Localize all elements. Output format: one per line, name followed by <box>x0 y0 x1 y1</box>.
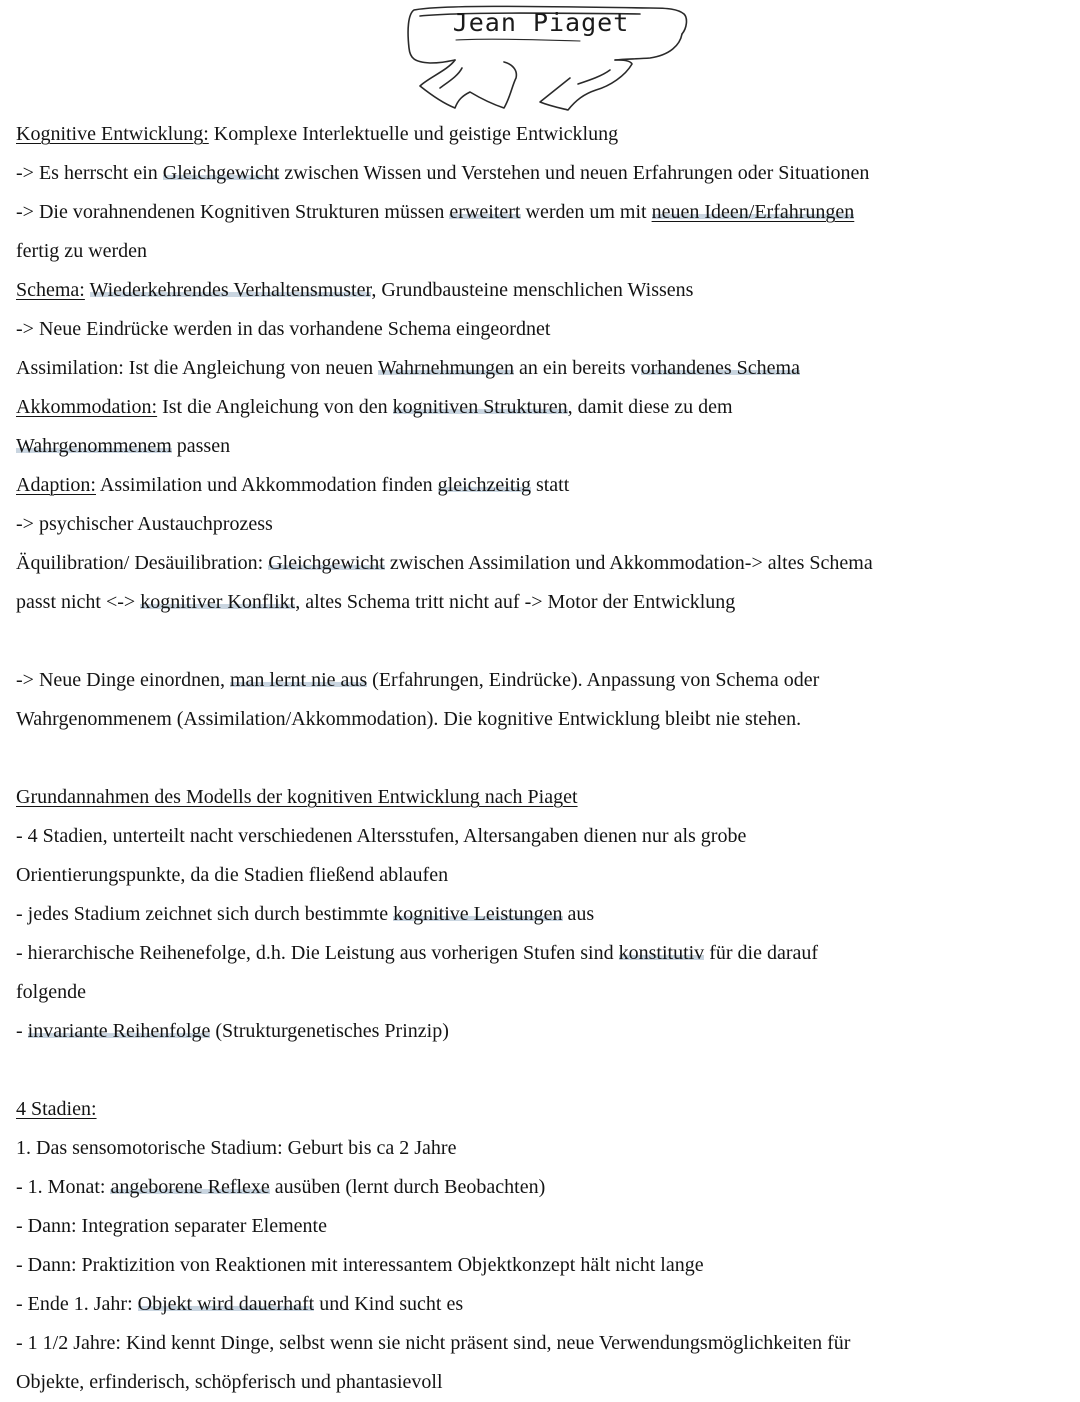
text-line <box>16 271 1071 310</box>
text-segment: Assimilation und Akkommodation finden <box>96 474 438 496</box>
text-line <box>16 1012 1071 1051</box>
text-line <box>16 505 1071 544</box>
text-segment: zwischen Assimilation und Akkommodation-> altes Schema <box>384 552 873 574</box>
text-segment: - Dann: Praktizition von Reaktionen mit interessantem Objektkonzept hält nicht lange <box>16 1254 704 1276</box>
text-segment: statt <box>530 474 570 496</box>
text-segment: , Grundbausteine menschlichen Wissens <box>371 279 694 301</box>
highlighted-text: angeborene Reflexe <box>110 1176 270 1198</box>
highlighted-text: konstitutiv <box>618 942 705 964</box>
text-segment: passen <box>171 435 231 457</box>
text-line <box>16 1168 1071 1207</box>
highlighted-text: erweitert <box>449 201 521 223</box>
text-segment: -> Es herrscht ein <box>16 162 163 184</box>
highlighted-text: kognitiver Konflikt <box>140 591 296 613</box>
blank-line <box>16 622 1071 661</box>
blank-line <box>16 1051 1071 1090</box>
text-line <box>16 466 1071 505</box>
text-segment: (Strukturgenetisches Prinzip) <box>210 1020 449 1042</box>
text-line <box>16 349 1071 388</box>
text-line <box>16 1129 1071 1168</box>
text-segment: zwischen Wissen und Verstehen und neuen Erfahrungen oder Situationen <box>279 162 870 184</box>
text-line <box>16 1324 1071 1363</box>
highlighted-text: Objekt wird dauerhaft <box>137 1293 315 1315</box>
highlighted-text: Wahrgenommenem <box>16 435 172 457</box>
text-line <box>16 115 1071 154</box>
text-line <box>16 1090 1071 1129</box>
text-segment: an ein bereits v <box>513 357 641 379</box>
text-segment: Wahrgenommenem (Assimilation/Akkommodation). Die kognitive Entwicklung bleibt nie stehen. <box>16 708 802 730</box>
highlighted-text: gleichzeitig <box>437 474 531 496</box>
underlined-text: Schema: <box>16 279 85 301</box>
title-bubble <box>400 0 695 122</box>
text-line <box>16 1285 1071 1324</box>
highlighted-text: Gleichgewicht <box>268 552 385 574</box>
text-segment: Objekte, erfinderisch, schöpferisch und phantasievoll <box>16 1371 443 1393</box>
underlined-text: Adaption: <box>16 474 96 496</box>
text-segment: - 4 Stadien, unterteilt nacht verschiedenen Altersstufen, Altersangaben dienen nur als grobe <box>16 825 747 847</box>
underlined-text: Kognitive Entwicklung: <box>16 123 209 145</box>
text-line <box>16 895 1071 934</box>
text-line <box>16 232 1071 271</box>
text-segment: - 1 1/2 Jahre: Kind kennt Dinge, selbst wenn sie nicht präsent sind, neue Verwendungsmöglichkeiten für <box>16 1332 851 1354</box>
text-line <box>16 1207 1071 1246</box>
text-segment: - Ende 1. Jahr: <box>16 1293 138 1315</box>
text-segment: (Erfahrungen, Eindrücke). Anpassung von Schema oder <box>367 669 820 691</box>
text-segment: 1. Das sensomotorische Stadium: Geburt bis ca 2 Jahre <box>16 1137 457 1159</box>
highlighted-text: neuen Ideen/Erfahrungen <box>651 201 855 223</box>
text-line <box>16 583 1071 622</box>
text-line <box>16 388 1071 427</box>
text-segment: aus <box>562 903 595 925</box>
text-segment: Assimilation: Ist die Angleichung von neuen <box>16 357 378 379</box>
highlighted-text: kognitive Leistungen <box>393 903 563 925</box>
highlighted-text: kognitiven Strukturen <box>392 396 568 418</box>
text-line <box>16 193 1071 232</box>
blank-line <box>16 739 1071 778</box>
text-line <box>16 544 1071 583</box>
underlined-text: Grundannahmen des Modells der kognitiven Entwicklung nach Piaget <box>16 786 578 808</box>
document-title: Jean Piaget <box>452 8 630 37</box>
underlined-text: Akkommodation: <box>16 396 158 418</box>
text-segment: Orientierungspunkte, da die Stadien fließend ablaufen <box>16 864 449 886</box>
highlighted-text: invariante Reihenfolge <box>27 1020 211 1042</box>
text-segment: Äquilibration/ Desäuilibration: <box>16 552 269 574</box>
text-segment: - 1. Monat: <box>16 1176 111 1198</box>
text-segment: passt nicht <-> <box>16 591 141 613</box>
text-segment: -> psychischer Austauchprozess <box>16 513 273 535</box>
text-line <box>16 427 1071 466</box>
text-line <box>16 817 1071 856</box>
text-line <box>16 700 1071 739</box>
highlighted-text: Wiederkehrendes Verhaltensmuster <box>89 279 372 301</box>
text-line <box>16 154 1071 193</box>
text-line <box>16 973 1071 1012</box>
text-line <box>16 310 1071 349</box>
text-segment: fertig zu werden <box>16 240 148 262</box>
text-segment: Komplexe Interlektuelle und geistige Entwicklung <box>208 123 619 145</box>
text-line <box>16 1246 1071 1285</box>
notes-body <box>16 115 1071 1402</box>
text-segment: und Kind sucht es <box>314 1293 464 1315</box>
text-line <box>16 856 1071 895</box>
highlighted-text: man lernt nie aus <box>229 669 368 691</box>
text-segment <box>85 279 90 301</box>
text-line <box>16 661 1071 700</box>
text-line <box>16 778 1071 817</box>
text-segment: -> Neue Dinge einordnen, <box>16 669 230 691</box>
text-segment: -> Die vorahnendenen Kognitiven Strukturen müssen <box>16 201 450 223</box>
text-segment: , altes Schema tritt nicht auf -> Motor der Entwicklung <box>295 591 736 613</box>
text-segment: folgende <box>16 981 86 1003</box>
text-segment: - hierarchische Reihenefolge, d.h. Die Leistung aus vorherigen Stufen sind <box>16 942 619 964</box>
text-segment: , damit diese zu dem <box>567 396 733 418</box>
text-line <box>16 1363 1071 1402</box>
text-segment: ausüben (lernt durch Beobachten) <box>269 1176 546 1198</box>
text-segment: - <box>16 1020 28 1042</box>
text-line <box>16 934 1071 973</box>
text-segment: -> Neue Eindrücke werden in das vorhandene Schema eingeordnet <box>16 318 551 340</box>
text-segment: werden um mit <box>520 201 652 223</box>
text-segment: - Dann: Integration separater Elemente <box>16 1215 327 1237</box>
highlighted-text: Wahrnehmungen <box>377 357 514 379</box>
underlined-text: 4 Stadien: <box>16 1098 97 1120</box>
text-segment: Ist die Angleichung von den <box>157 396 393 418</box>
text-segment: - jedes Stadium zeichnet sich durch bestimmte <box>16 903 394 925</box>
highlighted-text: Gleichgewicht <box>162 162 280 184</box>
text-segment: für die darauf <box>704 942 819 964</box>
highlighted-text: orhandenes Schema <box>640 357 800 379</box>
